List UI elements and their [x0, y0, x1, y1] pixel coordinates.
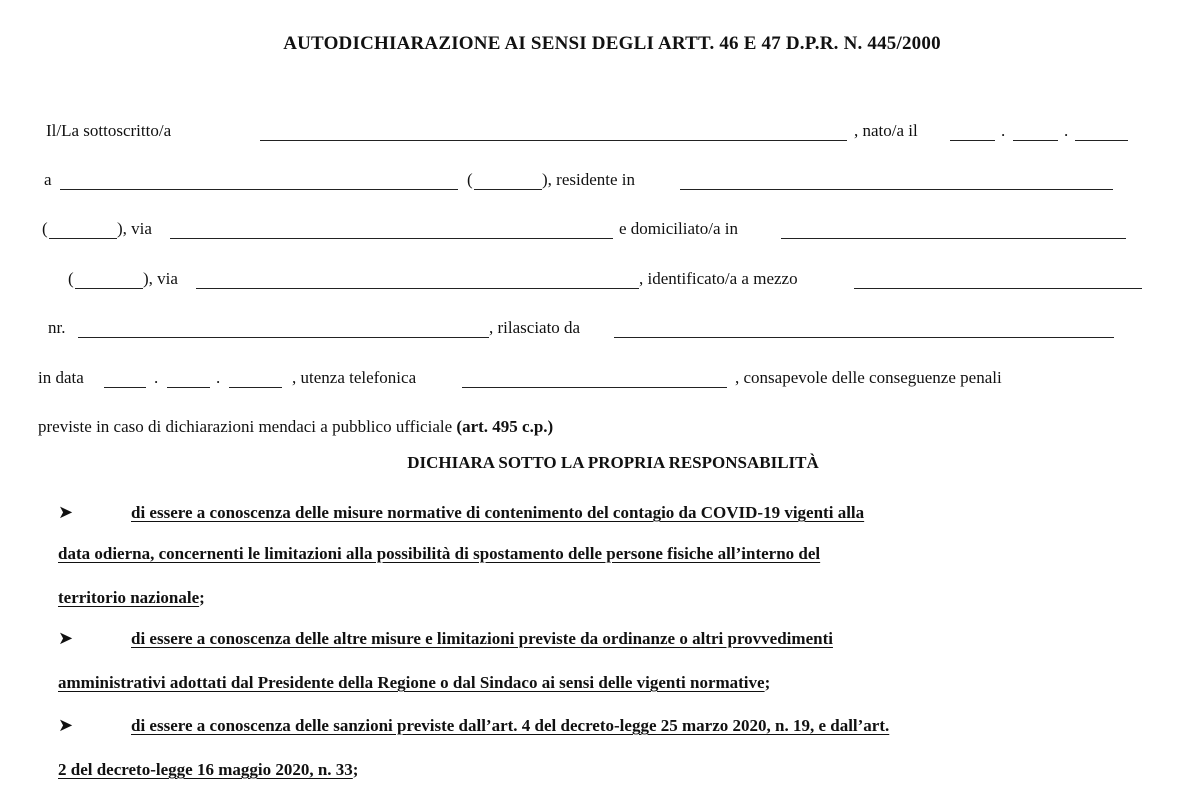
field-domicile-street[interactable] [196, 275, 639, 289]
label-sottoscritto: Il/La sottoscritto/a [46, 121, 172, 140]
field-birth-province[interactable] [474, 176, 542, 190]
field-issue-year[interactable] [229, 374, 282, 388]
paren-open-2: ( [42, 219, 48, 238]
label-nato: , nato/a il [854, 121, 918, 140]
declaration-3-line-1: di essere a conoscenza delle sanzioni previste dall’art. 4 del decreto-legge 25 marzo 2020, n. 19, e dall’art. [131, 716, 890, 735]
label-consapevole: , consapevole delle conseguenze penali [735, 368, 1002, 387]
field-birth-year[interactable] [1075, 127, 1128, 141]
field-id-document[interactable] [854, 275, 1142, 289]
field-residence-province[interactable] [49, 225, 117, 239]
label-art-495: (art. 495 c.p.) [456, 417, 554, 436]
form-line-1 [46, 121, 171, 141]
field-issue-day[interactable] [104, 374, 146, 388]
field-issued-by[interactable] [614, 324, 1114, 338]
label-via-2: ), via [143, 269, 178, 288]
label-in-data: in data [38, 368, 84, 387]
declaration-2-line-1: di essere a conoscenza delle altre misure e limitazioni previste da ordinanze o altri provvedimenti [131, 629, 833, 648]
label-via-1: ), via [117, 219, 152, 238]
paren-open-1: ( [467, 170, 473, 189]
declaration-1-line-1: di essere a conoscenza delle misure normative di contenimento del contagio da COVID-19 vigenti alla [131, 503, 865, 522]
label-previste: previste in caso di dichiarazioni mendaci a pubblico ufficiale [38, 417, 453, 436]
declaration-1-line-2: data odierna, concernenti le limitazioni alla possibilità di spostamento delle persone fisiche all’interno del [58, 544, 821, 563]
declaration-heading: DICHIARA SOTTO LA PROPRIA RESPONSABILITÀ [407, 453, 819, 472]
label-a: a [44, 170, 52, 189]
field-residence[interactable] [680, 176, 1113, 190]
field-name[interactable] [260, 127, 847, 141]
dot-2: . [1064, 121, 1069, 140]
dot-4: . [216, 368, 221, 387]
field-domicile-province[interactable] [75, 275, 143, 289]
field-issue-month[interactable] [167, 374, 210, 388]
field-birth-day[interactable] [950, 127, 995, 141]
label-identificato: , identificato/a a mezzo [639, 269, 798, 288]
field-phone[interactable] [462, 374, 727, 388]
dot-1: . [1001, 121, 1006, 140]
form-line-7 [38, 417, 553, 437]
dot-3: . [154, 368, 159, 387]
document-title: AUTODICHIARAZIONE AI SENSI DEGLI ARTT. 46 E 47 D.P.R. N. 445/2000 [283, 33, 941, 54]
bullet-arrow-icon: ➤ [58, 715, 74, 735]
field-birth-place[interactable] [60, 176, 458, 190]
label-rilasciato: , rilasciato da [489, 318, 581, 337]
declaration-1-line-3: territorio nazionale; [58, 588, 205, 607]
label-utenza: , utenza telefonica [292, 368, 417, 387]
bullet-arrow-icon: ➤ [58, 628, 74, 648]
field-birth-month[interactable] [1013, 127, 1058, 141]
field-document-number[interactable] [78, 324, 489, 338]
declaration-2-line-2: amministrativi adottati dal Presidente della Regione o dal Sindaco ai sensi delle vigenti normative; [58, 673, 771, 692]
bullet-arrow-icon: ➤ [58, 502, 74, 522]
declaration-3-line-2: 2 del decreto-legge 16 maggio 2020, n. 33; [58, 760, 359, 779]
label-residente: ), residente in [542, 170, 635, 189]
label-nr: nr. [48, 318, 66, 337]
paren-open-3: ( [68, 269, 74, 288]
field-domicile[interactable] [781, 225, 1126, 239]
label-domiciliato: e domiciliato/a in [619, 219, 738, 238]
field-residence-street[interactable] [170, 225, 613, 239]
